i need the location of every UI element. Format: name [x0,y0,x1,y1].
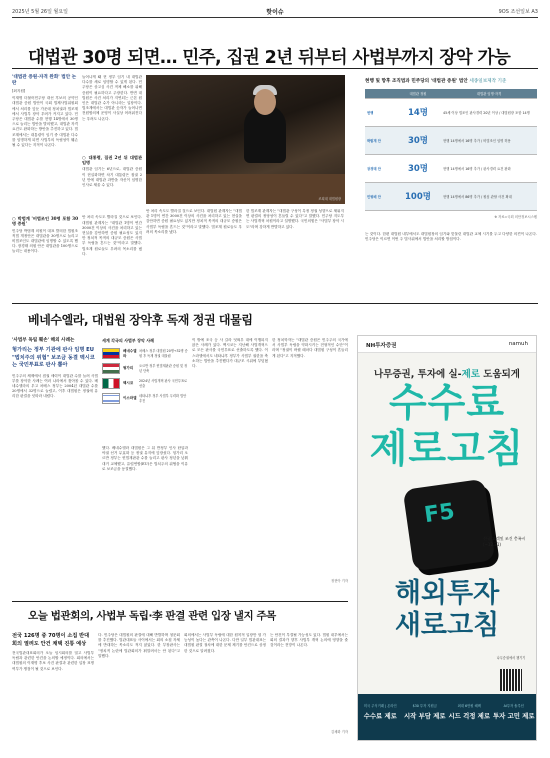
section2-text: 한 정치학자는 "대법관 증원은 민주주의 국가에서 사법부 독립을 약화시키는 전형적인 수단"이라며 "정권이 바뀔 때마다 대법원 구성이 흔들리게 된다"고 지적했다. [272,338,348,358]
table-header: 대법관 임명·자격 [441,89,537,98]
section3-text: 전국법관대표회의가 오늘 임시회의를 열고 사법부 독립과 관련한 안건을 논의할 예정이다. 회의에서는 대법원의 이재명 후보 사건 판결과 관련한 입장 표명 여부가 쟁점이 될 것으로 보인다. [12,651,94,671]
section2-column-3 [192,338,268,596]
section2-headline: 베네수엘라, 대법원 장악후 독재 정권 대물림 [28,313,253,327]
ad-benefit-small: $30 투자 지원금 [412,704,437,708]
row-detail: 현행 14명에서 16명 추가 / 비법조인 임명 허용 [441,126,537,154]
ad-benefit-big: 수수료 제로 [363,712,397,720]
row-detail: 현행 14명에서 16명 추가 / 판사경력 요건 완화 [443,166,511,171]
flag-name: 멕시코 [123,381,134,385]
section-name: 핫이슈 [266,9,284,16]
lead-subhead: ○ 박범계 '비법조인 30명 포함 30명 증원' [12,216,78,227]
row-detail: 현행 14명에서 86명 추가 / 원심 관할 사건 확대 [441,182,537,210]
hungary-flag-icon [102,363,120,374]
comparison-table [365,89,537,211]
lead-headline: 대법관 30명 되면… 민주, 집권 2년 뒤부터 사법부까지 장악 가능 [28,48,511,68]
face-shape [254,89,276,115]
section2-kicker: '사법부 독립 훼손' 해외 사례는 [12,338,75,343]
ad-benefit-small: 최대 6만원 혜택 [457,704,481,708]
nh-investment-ad[interactable] [357,335,537,741]
comparison-table-box [365,78,537,223]
ad-benefit [492,694,537,740]
flag-name: 헝가리 [123,366,134,370]
ad-brand-logo: namuh [508,341,528,347]
bench-shape [146,174,345,204]
row-detail: 45세 이상 법조인 판사경력 20년 이상 / 대법원장 포함 14명 [443,110,530,115]
flag-desc: 차베스 정부 대법원 20명→32명 증원 후 독재 정권 대물림 [139,349,188,358]
section3-text: 는 안건이 부결될 가능성도 있다. 법원 내부에서는 회의 결과가 향후 사법부 개혁 논의에 영향을 줄 것이라는 전망이 나온다. [270,633,348,648]
ad-brand-logo: NH투자증권 [366,343,397,349]
section3-text: 다. 민주당은 대법원의 판결에 대해 반발하며 청문회를 추진했다. 법관대표들 사이에서는 회의 소집 자체에 반대하는 목소리도 적지 않았다. 한 부장판사는 "정치적 논란에 법관회의가 휘말려서는 안 된다"고 말했다. [98,633,180,658]
page-number: 9OS 조선일보 A3 [498,9,538,15]
section3-column-4 [270,633,348,743]
divider [12,303,538,304]
ad-benefit [447,694,492,740]
ad-benefit [403,694,448,740]
lead-text: 한 법조계 관계자는 "대법관 구성이 특정 정권 성향으로 채워지면 판결의 정당성이 흔들릴 수 있다"고 말했다. 민주당 지도부는 사법개혁 차원이라고 설명했다. 국민의힘은 "사법부 장악 시도"라며 강하게 반발하고 있다. [246,209,344,229]
ad-slogan-text: 나무증권, 투자에 실- [374,369,462,380]
section2-subtitle: 헝가리는 정부 기관에 판사 임명 EU "법치주의 위협" 보조금 동결 멕시코는 국민투표로 판사 뽑아 [12,347,95,368]
flag-name: 베네수엘라 [123,348,137,358]
table-row [365,98,537,126]
table-header-row [365,89,537,98]
flag-item [102,348,188,359]
lead-subhead: ○ 대통령, 집권 2년 뒤 대법관 임명 [82,155,142,166]
page-header [12,6,538,18]
lead-text: 안 처리 속도도 빨라질 것으로 보인다. 대법원 관계자는 "대법관 1명이 연간 3000건 이상의 사건을 처리하고 있는 현실을 감안하면 증원 필요성도 있지만 정치적 목적의 대규모 증원은 사법부 독립을 흔드는 것"이라고 말했다. 법조계 원로들도 우려의 목소리를 냈다. [82,215,142,256]
mexico-flag-icon [102,378,120,389]
ad-big-text: 수수료 [388,381,506,426]
ad-slogan-accent: 제로 [461,369,480,380]
ad-big-text: 새로고침 [394,610,500,641]
lead-kicker: '대법관 증원·자격 완화' 법안 논란 [12,75,77,86]
keyboard-key-icon [403,479,496,572]
section2-text: 민주주의 체제에서 집권 세력이 대법관 수를 늘려 사법부를 장악한 사례는 여러 나라에서 찾아볼 수 있다. 베네수엘라의 우고 차베스 정부는 2004년 대법관 수를 20명에서 32명으로 늘렸고, 이후 대법원은 정권에 유리한 판결을 잇따라 내렸다. [12,373,98,399]
row-label: 민형배 안 [365,182,395,210]
table-source: 세종일보제작 기준 [469,79,507,84]
lead-text: 이재명 더불어민주당 대선 후보의 공약인 대법관 증원 법안이 국회 법제사법위원회에서 처리를 앞둔 가운데 정치권과 법조계에서 사법부 장악 우려가 커지고 있다. 민주당은 대법관 수를 현행 14명에서 30명으로 늘리는 법안을 발의했고, 대법관 자격 요건도 완화하는 방안을 추진하고 있다. 법조계에서는 대통령이 임기 중 대법관 다수를 임명하게 되면 사법부의 독립성이 훼손될 수 있다는 지적이 나온다. [12,96,78,148]
flag-item [102,378,188,389]
ad-benefit-big: 투자 고민 제로 [493,712,535,720]
section3-text: 회의에서는 사법부 독립에 대한 원칙적 입장만 낼 가능성이 높다는 관측이 나온다. 다만 일부 법관대표는 대법원 판결 절차에 대한 문제 제기를 안건으로 상정한 것으로 알려졌다. [184,633,266,653]
ad-key-note: 신규 고객및 조건 충족시 (~12.31) [483,536,526,547]
section2-text: 했다. 베네수엘라 대법원은 그 뒤 반정부 인사 탄압과 야권 선거 무효화 등 정권 유지에 앞장섰다. 헝가리 오르반 정부는 헌법재판관 수를 늘리고 판사 정년을 낮춰 대거 교체했고, 유럽연합(EU)은 법치주의 위협을 이유로 보조금을 동결했다. [102,446,188,471]
section2-column-1 [12,338,98,596]
lead-byline: [최지원] [12,89,26,93]
table-row [365,182,537,210]
row-count: 30명 [395,126,441,154]
flag-item [102,363,188,374]
ad-benefit-big: 시작 부담 제로 [404,712,446,720]
lead-text: 민주당 박범계 의원이 대표 발의한 법원조직법 개정안은 대법관을 30명으로 늘리고 비법조인도 대법관에 임명할 수 있도록 했다. 장경태 의원 안은 대법관을 100명으로 늘리는 내용이다. [12,228,78,254]
lead-column-5 [365,232,537,298]
lead-text: 안 처리 속도도 빨라질 것으로 보인다. 대법원 관계자는 "대법관 1명이 연간 3000건 이상의 사건을 처리하고 있는 현실을 감안하면 증원 필요성도 있지만 정치적 목적의 대규모 증원은 사법부 독립을 흔드는 것"이라고 말했다. 법조계 원로들도 우려의 목소리를 냈다. [146,209,242,234]
flag-desc: 오르반 정부 헌법재판관 증원 및 정년 단축 [139,364,188,373]
flag-name: 이스라엘 [123,396,137,400]
ad-benefit [358,694,403,740]
table-header [365,89,395,98]
section2-column-2 [102,446,188,596]
lead-column-4 [246,209,344,299]
section3-headline: 오늘 법관회의, 사법부 독립·李 판결 관련 입장 낼지 주목 [28,610,276,622]
lead-text: 늘어나게 돼 현 정부 임기 내 대법관 다수를 새로 임명할 수 있게 된다. 민주당은 상고심 사건 적체 해소를 위해 증원이 필요하다고 주장한다. 반면 대법원은 사건 처리가 지연되는 근본 원인은 대법관 수가 아니라는 입장이다. 법조계에서는 대법관 숫자가 늘어나면 전원합의체 운영이 사실상 어려워진다는 우려도 나온다. [82,75,142,121]
section3-column-3 [184,633,266,743]
flag-desc: 네타냐후 정부 사법부 무력화 법안 추진 [139,394,187,403]
table-footnote: ※ 자료=국회 의안정보시스템 [494,214,537,219]
ad-big-text: 해외투자 [394,578,500,609]
ad-benefit-small: 미국 주식거래 | 온라인 [363,704,397,708]
row-count: 100명 [395,182,441,210]
table-header: 대법관 정원 [395,89,441,98]
row-label: 박범계 안 [365,126,395,154]
table-title-text: 현행 및 향후 조직법과 민주당의 '대법관 증원' 법안 [365,79,468,84]
photo-caption: 조희대 대법원장 [318,197,341,201]
ad-big-text: 제로고침 [369,427,525,472]
section2-byline: 정현아 기자 [331,579,348,583]
lead-text: 는 것이다. 한편 대법원 내부에서도 대법원장의 임기와 맞물린 대법관 교체 시기를 두고 다양한 의견이 나온다. 민주당은 이르면 이번 주 법사위에서 법안을 처리할 방침이다. [365,232,537,242]
flag-item [102,393,188,404]
qr-code-icon[interactable] [500,669,522,691]
flag-list [102,338,188,442]
row-label: 장경태 안 [367,166,381,171]
key-label: F5 [422,499,457,529]
section3-byline: 김채화 기자 [331,730,348,734]
row-label: 현행 [367,110,374,115]
ad-benefit-small: AI투자 솔루션 [503,704,524,708]
section3-column-2 [98,633,180,743]
venezuela-flag-icon [102,348,120,359]
chief-justice-photo [146,75,345,204]
table-title [365,78,537,84]
row-count: 30명 [407,164,429,174]
lead-column-3 [146,209,242,299]
section3-subtitle: 전국 126명 중 70명이 소집 반대 회의 열려도 안건 채택 진통 예상 [12,633,90,647]
lead-text: 대법관 임기는 6년으로, 대법관 증원이 현실화하면 차기 대통령은 집권 2년 만에 대법관 과반을 자신이 임명한 인사로 채울 수 있다. [82,167,142,188]
israel-flag-icon [102,393,120,404]
section2-column-4 [272,338,348,596]
flag-list-title: 세계 각국의 사법부 장악 사례 [102,338,154,343]
divider [12,68,538,69]
ad-slogan-text: 도움되게 [479,369,520,380]
divider [12,601,348,602]
section3-column-1 [12,633,94,743]
row-count: 14명 [407,108,429,118]
qr-caption: 나무증권에서 챙기기 [496,656,526,660]
ad-benefit-bar [358,694,536,740]
lead-column-1 [12,75,78,297]
table-row [365,126,537,154]
ad-benefit-big: 시드 걱정 제로 [448,712,490,720]
section2-text: 이 밖에 조국 등 사 갈라 덧씌우 대에 이행되지 않은 사례가 있다. 멕시코는 지난해 사법개혁으로 모든 판사를 국민투표로 선출하도록 했다. 이스라엘에서도 네타냐후 정부가 사법부 권한을 축소하는 법안을 추진했다가 대규모 시위에 부딪혔다. [192,338,268,369]
issue-date: 2025년 5월 26일 월요일 [12,9,69,15]
lead-column-2 [82,75,142,297]
ad-slogan [358,366,536,380]
ad-top-bar [358,336,536,353]
table-row [365,154,537,182]
flag-desc: 2024년 사법개혁 판사 국민투표로 선출 [139,379,188,388]
